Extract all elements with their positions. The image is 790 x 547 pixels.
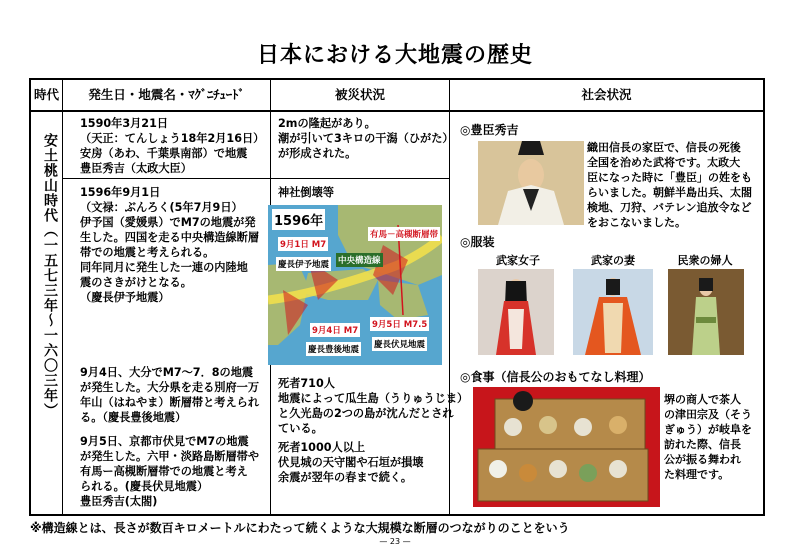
header-divider	[29, 110, 765, 112]
clothing-caption-samurai-girl: 武家女子	[496, 254, 540, 267]
event-date-1590: 1590年3月21日 （天正：てんしょう18年2月16日） 安房（あわ、千葉県南部）で地震 豊臣秀吉（太政大臣）	[80, 117, 265, 175]
map-year-label: 1596年	[272, 209, 325, 230]
clothing-photo-common-woman	[668, 269, 744, 355]
map-label-fushimi-date: 9月5日 M7.5	[370, 317, 429, 331]
page-title: 日本における大地震の歴史	[256, 43, 533, 68]
food-description: 堺の商人で茶人 の津田宗及（そう ぎゅう）が岐阜を 訪れた際、信長 公が振る舞われ た料理です。	[664, 393, 752, 481]
hideyoshi-heading: ◎豊臣秀吉	[460, 123, 519, 137]
event-damage-1590: 2mの隆起があり。 潮が引いて3キロの干潟（ひがた） が形成された。	[278, 117, 454, 160]
map-label-iyo-date: 9月1日 M7	[278, 237, 328, 251]
col-divider-1	[62, 78, 63, 516]
header-date: 発生日・地震名・ﾏｸﾞﾆﾁｭｰﾄﾞ	[88, 87, 245, 102]
header-era: 時代	[33, 87, 59, 102]
header-damage: 被災状況	[334, 87, 385, 102]
event-date-iyo: 1596年9月1日 （文禄：ぶんろく(5年7月9日） 伊予国（愛媛県）でM7の地震が発 生した。四国を走る中央構造線断層 帯での地震と考えられる。 同年同月に発生した一連の内陸地 震のさきがけとなる。 （慶長伊予地震）	[80, 186, 260, 304]
page-number: — 23 —	[379, 537, 411, 546]
food-photo	[473, 387, 660, 507]
header-society: 社会状況	[581, 87, 632, 102]
hideyoshi-description: 織田信長の家臣で、信長の死後 全国を治めた武将です。太政大 臣になった時に「豊臣」の姓をも らいました。朝鮮半島出兵、太閤 検地、刀狩、バテレン追放令など をおこないました。	[587, 141, 752, 229]
earthquake-map	[268, 205, 442, 365]
row-divider-1	[62, 178, 450, 179]
map-label-mtl: 中央構造線	[336, 253, 383, 267]
food-heading: ◎食事（信長公のおもてなし料理）	[460, 370, 651, 384]
clothing-caption-samurai-wife: 武家の妻	[591, 254, 635, 267]
clothing-caption-common-woman: 民衆の婦人	[677, 254, 733, 267]
map-label-iyo-name: 慶長伊予地震	[276, 257, 331, 271]
map-label-arima: 有馬－高槻断層帯	[368, 227, 440, 241]
table-border-bottom	[29, 514, 765, 516]
hideyoshi-portrait	[478, 141, 584, 225]
map-label-bungo-date: 9月4日 M7	[310, 323, 360, 337]
map-label-fushimi-name: 慶長伏見地震	[372, 337, 427, 351]
clothing-photo-samurai-wife	[573, 269, 653, 355]
era-label: 安土桃山時代（一五七三年〜一六〇三年）	[42, 132, 58, 418]
portrait-graphic	[478, 141, 584, 225]
event-date-fushimi: 9月5日、京都市伏見でM7の地震 が発生した。六甲・淡路島断層帯や 有馬ー高槻断層帯での地震と考え られる。(慶長伏見地震） 豊臣秀吉(太閤)	[80, 435, 260, 508]
event-damage-iyo: 神社倒壊等	[278, 186, 334, 199]
table-border-right	[763, 78, 765, 516]
footnote: ※構造線とは、長さが数百キロメートルにわたって続くような大規模な断層のつながりのことをいう	[30, 521, 570, 535]
map-label-bungo-name: 慶長豊後地震	[306, 342, 361, 356]
event-damage-fushimi: 死者1000人以上 伏見城の天守閣や石垣が損壊 余震が翌年の春まで続く。	[278, 441, 424, 484]
clothing-photo-samurai-girl	[478, 269, 554, 355]
clothing-heading: ◎服装	[460, 235, 495, 249]
event-date-bungo: 9月4日、大分でM7〜7．8の地震 が発生した。大分県を走る別府一万 年山（はねやま）断層帯と考えられ る。（慶長豊後地震）	[80, 366, 260, 424]
food-graphic	[473, 387, 660, 507]
event-damage-bungo: 死者710人 地震によって瓜生島（うりゅうじま） と久光島の2つの島が沈んだとされ ている。	[278, 377, 469, 435]
table-border-left	[29, 78, 31, 516]
